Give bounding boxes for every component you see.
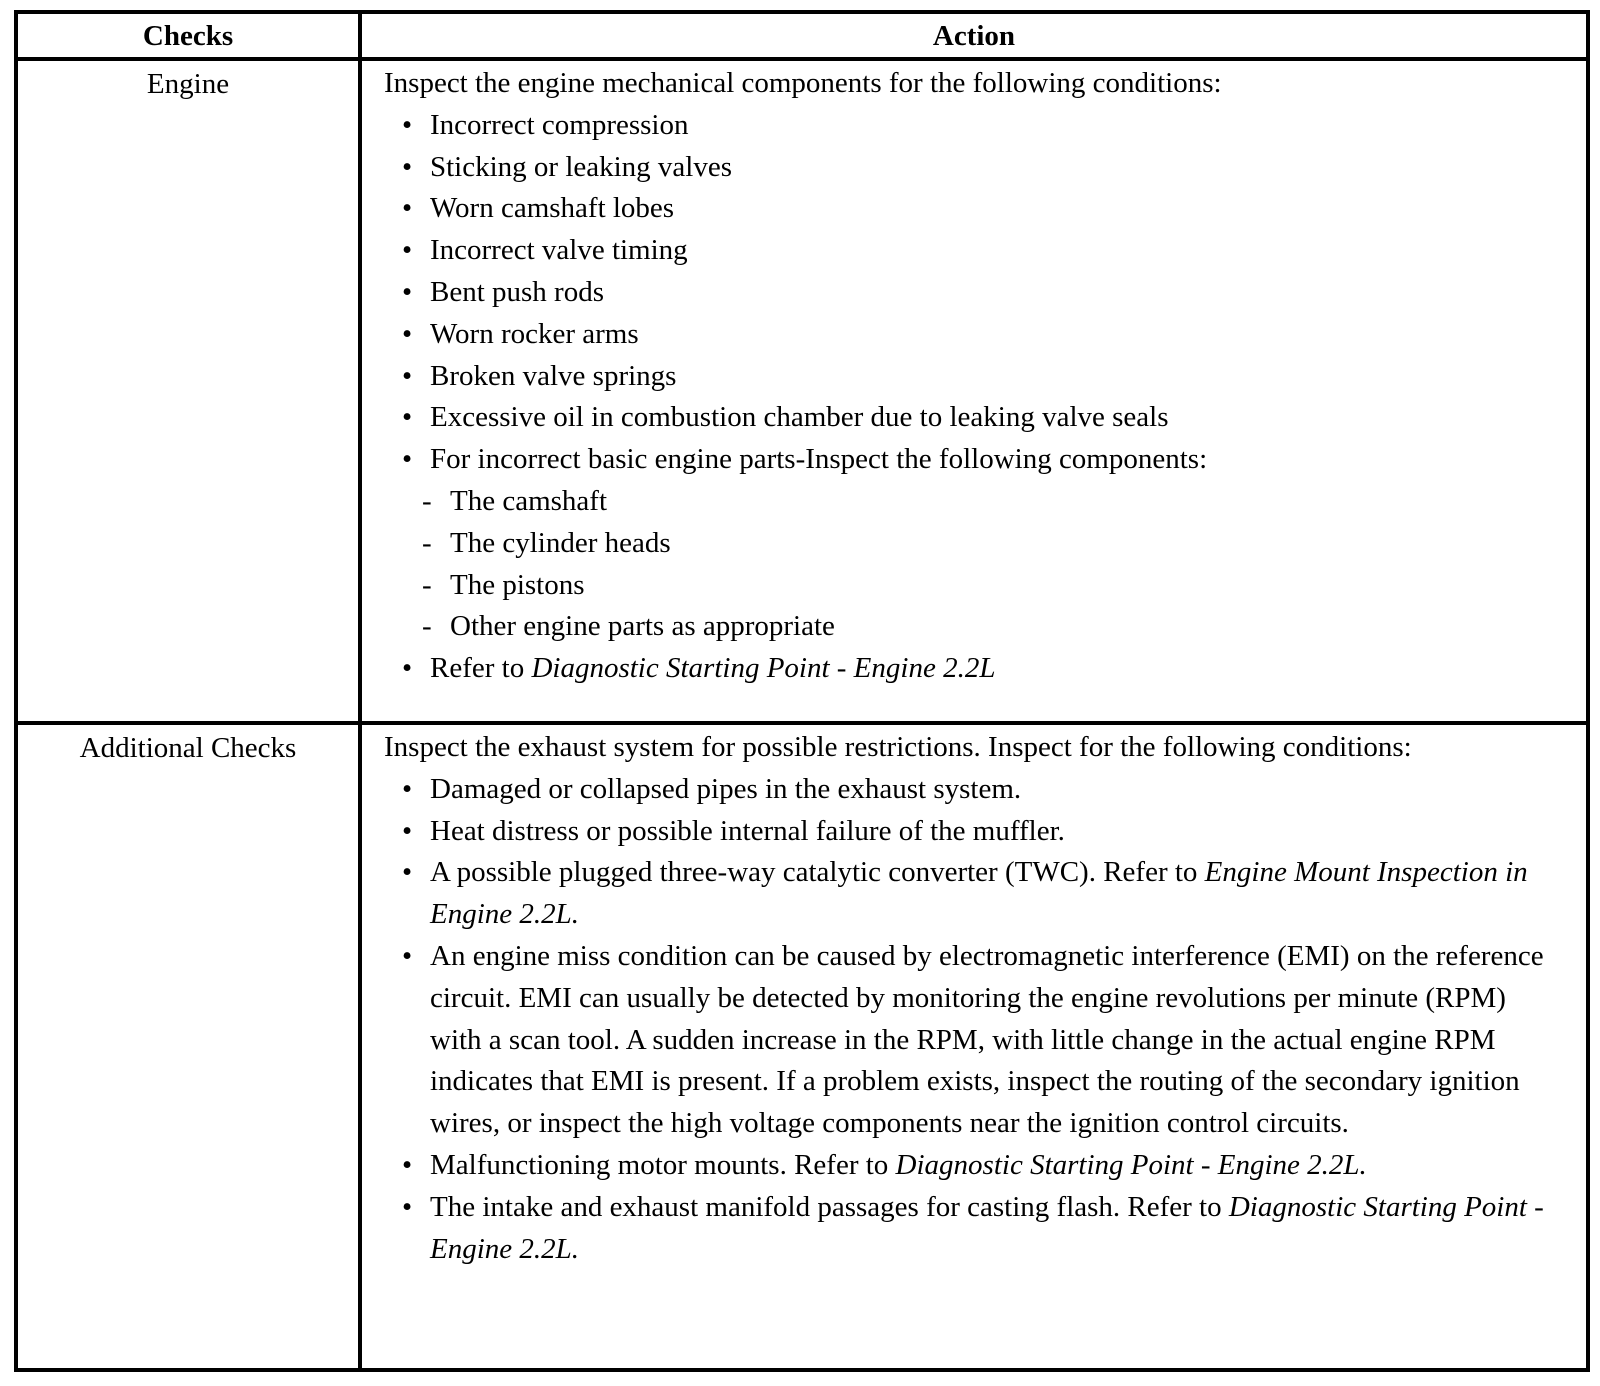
list-item: • Refer to Diagnostic Starting Point - Engine 2.2L xyxy=(422,648,1546,690)
reference-link[interactable]: Diagnostic Starting Point - Engine 2.2L xyxy=(531,652,996,685)
action-intro: Inspect the engine mechanical components for the following conditions: xyxy=(384,67,1222,99)
list-item: • Excessive oil in combustion chamber due to leaking valve seals xyxy=(422,397,1546,439)
bullet-icon: • xyxy=(402,939,413,972)
bullet-icon: • xyxy=(402,192,413,225)
list-item: • For incorrect basic engine parts-Inspect the following components: - The camshaft - The cylinder heads - The pistons - Other engine parts as appropriate xyxy=(422,439,1546,648)
bullet-icon: • xyxy=(402,359,413,392)
check-cell-additional: Additional Checks xyxy=(16,723,360,1370)
bullet-icon: • xyxy=(402,317,413,350)
bullet-icon: • xyxy=(402,275,413,308)
list-item: • Worn camshaft lobes xyxy=(422,188,1546,230)
bullet-list xyxy=(384,105,1546,690)
bullet-icon: • xyxy=(402,150,413,183)
bullet-icon: • xyxy=(402,108,413,141)
bullet-icon: • xyxy=(402,1148,413,1181)
table-row-additional xyxy=(16,723,1588,1370)
bullet-list xyxy=(384,769,1546,1271)
bullet-icon: • xyxy=(402,814,413,847)
header-action: Action xyxy=(360,12,1588,59)
sub-list-item: - The cylinder heads xyxy=(430,523,1546,565)
list-item: • Incorrect valve timing xyxy=(422,230,1546,272)
checks-table xyxy=(14,10,1590,1372)
list-item: • Bent push rods xyxy=(422,272,1546,314)
action-cell-additional xyxy=(360,723,1588,1370)
list-item: • The intake and exhaust manifold passages for casting flash. Refer to Diagnostic Starting Point - Engine 2.2L. xyxy=(422,1187,1546,1271)
sub-list-item: - The pistons xyxy=(430,565,1546,607)
bullet-icon: • xyxy=(402,652,413,685)
bullet-icon: • xyxy=(402,772,413,805)
dash-icon: - xyxy=(422,526,432,559)
list-item: • Incorrect compression xyxy=(422,105,1546,147)
list-item: • Heat distress or possible internal failure of the muffler. xyxy=(422,811,1546,853)
list-item: • Malfunctioning motor mounts. Refer to Diagnostic Starting Point - Engine 2.2L. xyxy=(422,1145,1546,1187)
list-item: • A possible plugged three-way catalytic converter (TWC). Refer to Engine Mount Inspection in Engine 2.2L. xyxy=(422,852,1546,936)
action-intro: Inspect the exhaust system for possible restrictions. Inspect for the following conditions: xyxy=(384,731,1412,763)
list-item: • Broken valve springs xyxy=(422,356,1546,398)
header-row xyxy=(16,12,1588,59)
sub-list xyxy=(422,481,1546,648)
sub-list-item: - The camshaft xyxy=(430,481,1546,523)
bullet-icon: • xyxy=(402,1190,413,1223)
check-cell-engine: Engine xyxy=(16,59,360,723)
sub-list-item: - Other engine parts as appropriate xyxy=(430,606,1546,648)
reference-link[interactable]: Diagnostic Starting Point - Engine 2.2L. xyxy=(895,1148,1367,1181)
bullet-icon: • xyxy=(402,443,413,476)
list-item: • An engine miss condition can be caused by electromagnetic interference (EMI) on the reference circuit. EMI can usually be detected by monitoring the engine revolutions per minute (RPM) with a scan tool. A sudden increase in the RPM, with little change in the actual engine RPM indicates that EMI is present. If a problem exists, inspect the routing of the secondary ignition wires, or inspect the high voltage components near the ignition control circuits. xyxy=(422,936,1546,1145)
table-row-engine xyxy=(16,59,1588,723)
list-item: • Damaged or collapsed pipes in the exhaust system. xyxy=(422,769,1546,811)
list-item: • Worn rocker arms xyxy=(422,314,1546,356)
bullet-icon: • xyxy=(402,401,413,434)
dash-icon: - xyxy=(422,568,432,601)
reference-link[interactable]: Diagnostic Starting Point - Engine 2.2L. xyxy=(430,1190,1544,1265)
dash-icon: - xyxy=(422,484,432,517)
list-item: • Sticking or leaking valves xyxy=(422,147,1546,189)
bullet-icon: • xyxy=(402,856,413,889)
bullet-icon: • xyxy=(402,234,413,267)
action-cell-engine xyxy=(360,59,1588,723)
reference-link[interactable]: Engine Mount Inspection in Engine 2.2L. xyxy=(430,856,1528,931)
header-checks: Checks xyxy=(16,12,360,59)
dash-icon: - xyxy=(422,610,432,643)
